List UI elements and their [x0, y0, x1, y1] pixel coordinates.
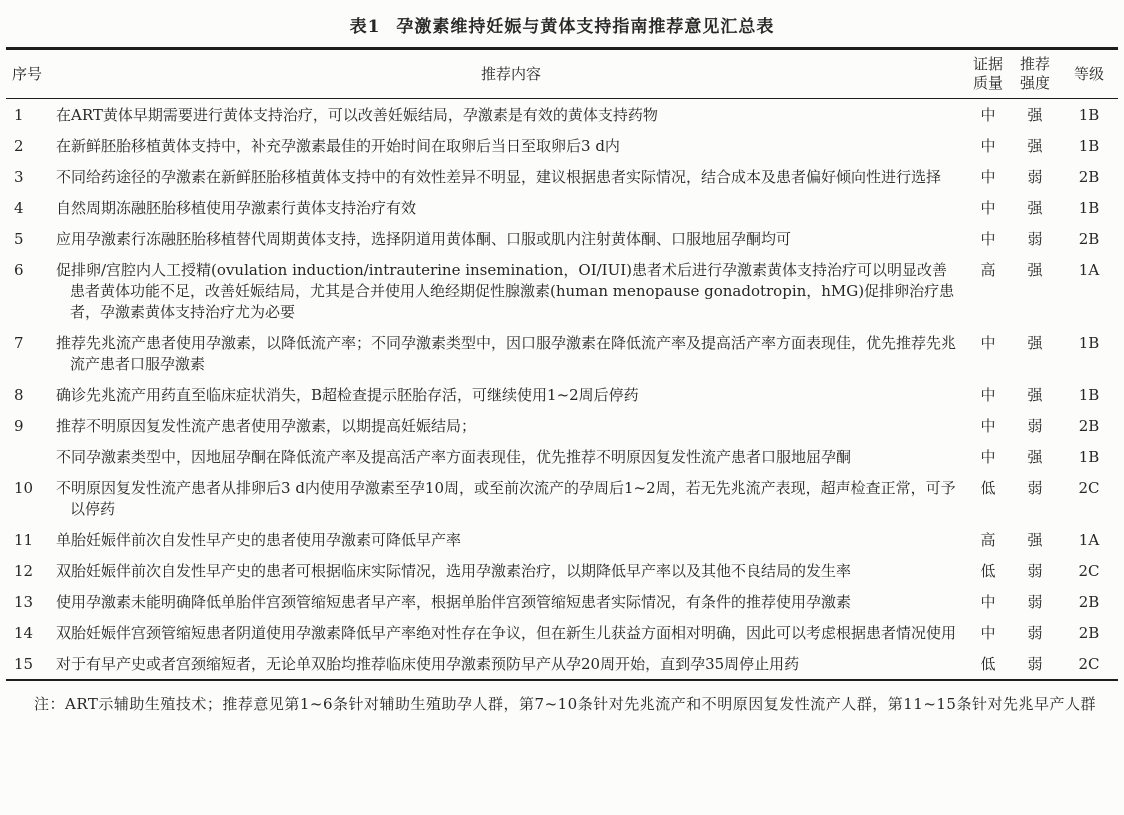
recommendation-strength: 弱	[1027, 655, 1043, 673]
table-body	[6, 99, 1118, 681]
row-number: 15	[14, 655, 34, 673]
row-number: 5	[14, 230, 24, 248]
evidence-quality: 中	[980, 199, 996, 217]
grade: 1B	[1078, 106, 1100, 124]
row-number	[6, 441, 56, 472]
recommendation-text: 促排卵/宫腔内人工授精(ovulation induction/intrauterine insemination，OI/IUI)患者术后进行孕激素黄体支持治疗可以明显改善患者黄体功能不足，改善妊娠结局，尤其是合并使用人绝经期促性腺激素(human menopause gonadotropin，hMG)促排卵治疗患者，孕激素黄体支持治疗尤为必要	[56, 261, 955, 321]
recommendation-strength: 弱	[1027, 479, 1043, 497]
grade: 2B	[1078, 168, 1100, 186]
table-row	[6, 410, 1118, 441]
table-row	[6, 586, 1118, 617]
grade: 2C	[1078, 479, 1100, 497]
table-title-text: 孕激素维持妊娠与黄体支持指南推荐意见汇总表	[396, 17, 775, 37]
row-number: 14	[14, 624, 34, 642]
table-title	[6, 12, 1118, 37]
recommendation-strength: 强	[1027, 261, 1043, 279]
recommendation-text: 单胎妊娠伴前次自发性早产史的患者使用孕激素可降低早产率	[56, 531, 462, 549]
recommendation-strength: 强	[1027, 106, 1043, 124]
col-header-grade: 等级	[1060, 49, 1118, 99]
recommendation-strength: 强	[1027, 334, 1043, 352]
row-number: 10	[14, 479, 34, 497]
table-row	[6, 99, 1118, 131]
evidence-quality: 低	[980, 479, 996, 497]
col-header-no: 序号	[6, 49, 56, 99]
table-row	[6, 648, 1118, 680]
table-row	[6, 223, 1118, 254]
col-header-strength	[1010, 49, 1060, 99]
evidence-quality: 中	[980, 168, 996, 186]
row-number: 3	[14, 168, 24, 186]
table-row	[6, 254, 1118, 327]
evidence-quality: 低	[980, 562, 996, 580]
evidence-quality: 中	[980, 137, 996, 155]
evidence-quality: 中	[980, 230, 996, 248]
recommendation-strength: 弱	[1027, 593, 1043, 611]
table-footnote: 注：ART示辅助生殖技术；推荐意见第1~6条针对辅助生殖助孕人群，第7~10条针对先兆流产和不明原因复发性流产人群，第11~15条针对先兆早产人群	[34, 695, 1096, 713]
recommendation-text: 不同孕激素类型中，因地屈孕酮在降低流产率及提高活产率方面表现佳，优先推荐不明原因复发性流产患者口服地屈孕酮	[56, 448, 852, 466]
table-label: 表1	[349, 17, 381, 37]
row-number: 9	[14, 417, 24, 435]
grade: 2B	[1078, 417, 1100, 435]
recommendation-text: 应用孕激素行冻融胚胎移植替代周期黄体支持，选择阴道用黄体酮、口服或肌内注射黄体酮、口服地屈孕酮均可	[56, 230, 792, 248]
row-number: 8	[14, 386, 24, 404]
grade: 1B	[1078, 448, 1100, 466]
grade: 1A	[1078, 261, 1100, 279]
evidence-quality: 中	[980, 417, 996, 435]
evidence-quality: 中	[980, 624, 996, 642]
col-header-evidence-line1: 证据	[972, 55, 1003, 73]
recommendation-text: 自然周期冻融胚胎移植使用孕激素行黄体支持治疗有效	[56, 199, 417, 217]
grade: 2B	[1078, 230, 1100, 248]
evidence-quality: 中	[980, 593, 996, 611]
grade: 2C	[1078, 562, 1100, 580]
grade: 1B	[1078, 334, 1100, 352]
table-row	[6, 130, 1118, 161]
row-number: 13	[14, 593, 34, 611]
recommendation-strength: 弱	[1027, 624, 1043, 642]
col-header-strength-line1: 推荐	[1019, 55, 1050, 73]
recommendation-strength: 强	[1027, 448, 1043, 466]
grade: 1B	[1078, 199, 1100, 217]
row-number: 6	[14, 261, 24, 279]
recommendations-table	[6, 47, 1118, 681]
recommendation-text: 在新鲜胚胎移植黄体支持中，补充孕激素最佳的开始时间在取卵后当日至取卵后3 d内	[56, 137, 620, 155]
evidence-quality: 中	[980, 334, 996, 352]
row-number: 11	[14, 531, 34, 549]
recommendation-text: 双胎妊娠伴前次自发性早产史的患者可根据临床实际情况，选用孕激素治疗，以期降低早产率以及其他不良结局的发生率	[56, 562, 852, 580]
recommendation-strength: 弱	[1027, 417, 1043, 435]
evidence-quality: 高	[980, 261, 996, 279]
table-row	[6, 161, 1118, 192]
recommendation-strength: 弱	[1027, 562, 1043, 580]
recommendation-text: 在ART黄体早期需要进行黄体支持治疗，可以改善妊娠结局，孕激素是有效的黄体支持药物	[56, 106, 658, 124]
evidence-quality: 中	[980, 106, 996, 124]
evidence-quality: 低	[980, 655, 996, 673]
table-row	[6, 555, 1118, 586]
grade: 2B	[1078, 593, 1100, 611]
recommendation-text: 不同给药途径的孕激素在新鲜胚胎移植黄体支持中的有效性差异不明显，建议根据患者实际情况，结合成本及患者偏好倾向性进行选择	[56, 168, 942, 186]
recommendation-text: 推荐不明原因复发性流产患者使用孕激素，以期提高妊娠结局；	[56, 417, 477, 435]
recommendation-strength: 强	[1027, 531, 1043, 549]
table-row	[6, 524, 1118, 555]
evidence-quality: 中	[980, 448, 996, 466]
row-number: 12	[14, 562, 34, 580]
col-header-evidence	[966, 49, 1010, 99]
recommendation-strength: 弱	[1027, 168, 1043, 186]
document-page	[6, 0, 1118, 718]
recommendation-strength: 弱	[1027, 230, 1043, 248]
recommendation-text: 不明原因复发性流产患者从排卵后3 d内使用孕激素至孕10周，或至前次流产的孕周后1~2周，若无先兆流产表现，超声检查正常，可予以停药	[56, 479, 956, 518]
table-header	[6, 49, 1118, 99]
evidence-quality: 高	[980, 531, 996, 549]
row-number: 2	[14, 137, 24, 155]
col-header-strength-line2: 强度	[1019, 74, 1050, 92]
table-row	[6, 472, 1118, 524]
row-number: 1	[14, 106, 24, 124]
grade: 2C	[1078, 655, 1100, 673]
recommendation-text: 双胎妊娠伴宫颈管缩短患者阴道使用孕激素降低早产率绝对性存在争议，但在新生儿获益方面相对明确，因此可以考虑根据患者情况使用	[56, 624, 957, 642]
header-row	[6, 49, 1118, 99]
grade: 1B	[1078, 386, 1100, 404]
table-row	[6, 617, 1118, 648]
grade: 2B	[1078, 624, 1100, 642]
evidence-quality: 中	[980, 386, 996, 404]
recommendation-text: 对于有早产史或者宫颈缩短者，无论单双胎均推荐临床使用孕激素预防早产从孕20周开始，直到孕35周停止用药	[56, 655, 800, 673]
table-row	[6, 327, 1118, 379]
col-header-content: 推荐内容	[56, 49, 966, 99]
table-row	[6, 192, 1118, 223]
recommendation-strength: 强	[1027, 137, 1043, 155]
recommendation-text: 使用孕激素未能明确降低单胎伴宫颈管缩短患者早产率，根据单胎伴宫颈管缩短患者实际情况，有条件的推荐使用孕激素	[56, 593, 852, 611]
col-header-evidence-line2: 质量	[972, 74, 1003, 92]
grade: 1A	[1078, 531, 1100, 549]
table-row	[6, 379, 1118, 410]
recommendation-strength: 强	[1027, 199, 1043, 217]
grade: 1B	[1078, 137, 1100, 155]
recommendation-text: 推荐先兆流产患者使用孕激素，以降低流产率；不同孕激素类型中，因口服孕激素在降低流产率及提高活产率方面表现佳，优先推荐先兆流产患者口服孕激素	[56, 334, 957, 373]
recommendation-text: 确诊先兆流产用药直至临床症状消失，B超检查提示胚胎存活，可继续使用1~2周后停药	[56, 386, 639, 404]
table-row	[6, 441, 1118, 472]
recommendation-strength: 强	[1027, 386, 1043, 404]
row-number: 4	[14, 199, 24, 217]
row-number: 7	[14, 334, 24, 352]
